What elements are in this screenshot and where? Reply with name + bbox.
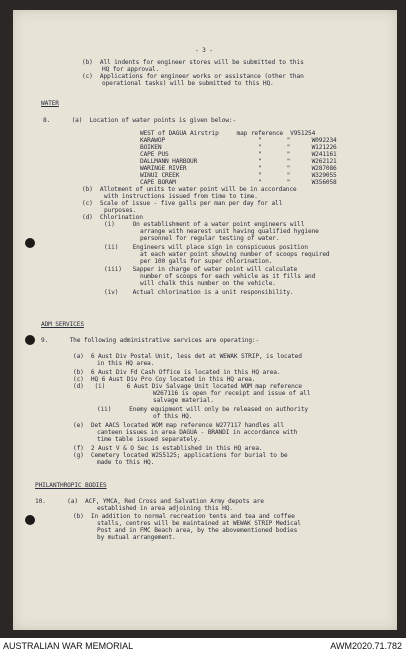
section-heading: PHILANTHROPIC BODIES	[35, 482, 107, 489]
document-line: purposes.	[104, 207, 137, 214]
document-line: HQ for approval.	[102, 66, 160, 73]
section-heading: ADM SERVICES	[41, 321, 84, 328]
document-line: (i) On establishment of a water point engineers will	[104, 221, 305, 228]
document-line: W267116 is open for receipt and issue of all	[153, 390, 311, 397]
document-line: (d) Chlorination	[82, 214, 143, 221]
document-line: Post and in FMC Beach area, by the abovementioned bodies	[97, 527, 298, 534]
document-line: (iv) Actual chlorination is a unit responsibility.	[104, 289, 294, 296]
document-line: (a) 6 Aust Div Postal Unit, less det at WEWAK STRIP, is located	[73, 353, 302, 360]
document-line: (c) HQ 6 Aust Div Pro Coy located in this HQ area.	[73, 376, 256, 383]
footer	[0, 638, 406, 653]
document-line: (iii) Sapper in charge of water point will calculate	[104, 266, 298, 273]
document-line: canteen issues in area DAGUA - BRANDI in accordance with	[97, 429, 298, 436]
document-line: number of scoops for each vehicle as it fills and	[140, 273, 316, 280]
document-line: time table issued separately.	[97, 436, 201, 443]
document-line: personnel for regular testing of water.	[140, 235, 280, 242]
document-line: (b) Allotment of units to water point will be in accordance	[82, 186, 297, 193]
document-line: by mutual arrangement.	[97, 534, 176, 541]
document-line: per 100 galls for super chlorination.	[140, 258, 273, 265]
document-line: (b) In addition to normal recreation tents and tea and coffee	[73, 513, 295, 520]
document-line: (c) Applications for engineer works or assistance (other than	[82, 73, 304, 80]
page-number: - 3 -	[195, 47, 213, 54]
document-line: (ii) Enemy equipment will only be released on authority	[97, 406, 308, 413]
document-line: (d) (i) 6 Aust Div Salvage Unit located WOM map reference	[73, 383, 302, 390]
document-line: will chalk this number on the vehicle.	[140, 280, 276, 287]
document-line: of this HQ.	[153, 413, 193, 420]
document-line: 9. The following administrative services are operating:-	[41, 337, 260, 344]
document-line: DALLMANN HARBOUR " " W262121	[140, 158, 337, 165]
document-line: (b) All indents for engineer stores will be submitted to this	[82, 59, 304, 66]
document-line: (b) 6 Aust Div Fd Cash Office is located in this HQ area.	[73, 369, 281, 376]
document-page	[13, 10, 397, 630]
document-line: 10. (a) ACF, YMCA, Red Cross and Salvation Army depots are	[35, 498, 264, 505]
document-line: KARAWOP " " W092234	[140, 137, 337, 144]
document-line: salvage material.	[153, 397, 214, 404]
document-line: at each water point showing number of scoops required	[140, 251, 330, 258]
document-line: (f) 2 Aust V & O Sec is established in this HQ area.	[73, 445, 263, 452]
document-line: (e) Det AACS located WOM map reference W277117 handles all	[73, 422, 284, 429]
document-line: operational tasks) will be submitted to this HQ.	[102, 80, 274, 87]
document-line: (g) Cemetery located W255125; applications for burial to be	[73, 452, 288, 459]
document-line: WARINGE RIVER " " W287086	[140, 165, 337, 172]
document-line: stalls, centres will be maintained at WEWAK STRIP Medical	[97, 520, 301, 527]
document-line: CAPE PUS " " W241161	[140, 151, 337, 158]
document-line: in this HQ area.	[97, 360, 155, 367]
document-line: arrange with nearest unit having qualified hygiene	[140, 228, 319, 235]
document-line: (ii) Engineers will place sign in conspicuous position	[104, 244, 308, 251]
footer-institution: AUSTRALIAN WAR MEMORIAL	[3, 641, 134, 651]
document-line: (c) Scale of issue - five galls per man per day for all	[82, 200, 283, 207]
document-line: BOIKEN " " W121226	[140, 144, 337, 151]
document-line: made to this HQ.	[97, 459, 155, 466]
section-heading: WATER	[41, 100, 59, 107]
footer-accession-number: AWM2020.71.782	[330, 641, 402, 651]
document-line: WEST of DAGUA Airstrip map reference V951254	[140, 130, 316, 137]
document-line: WINUI CREEK " " W329055	[140, 172, 337, 179]
punch-hole-icon	[25, 515, 35, 525]
document-line: with instructions issued from time to time.	[104, 193, 258, 200]
punch-hole-icon	[25, 335, 35, 345]
document-line: established in area adjoining this HQ.	[97, 505, 233, 512]
document-line: CAPE BORAM " " W356058	[140, 179, 337, 186]
document-line: 8. (a) Location of water points is given below:-	[43, 117, 237, 124]
punch-hole-icon	[25, 238, 35, 248]
